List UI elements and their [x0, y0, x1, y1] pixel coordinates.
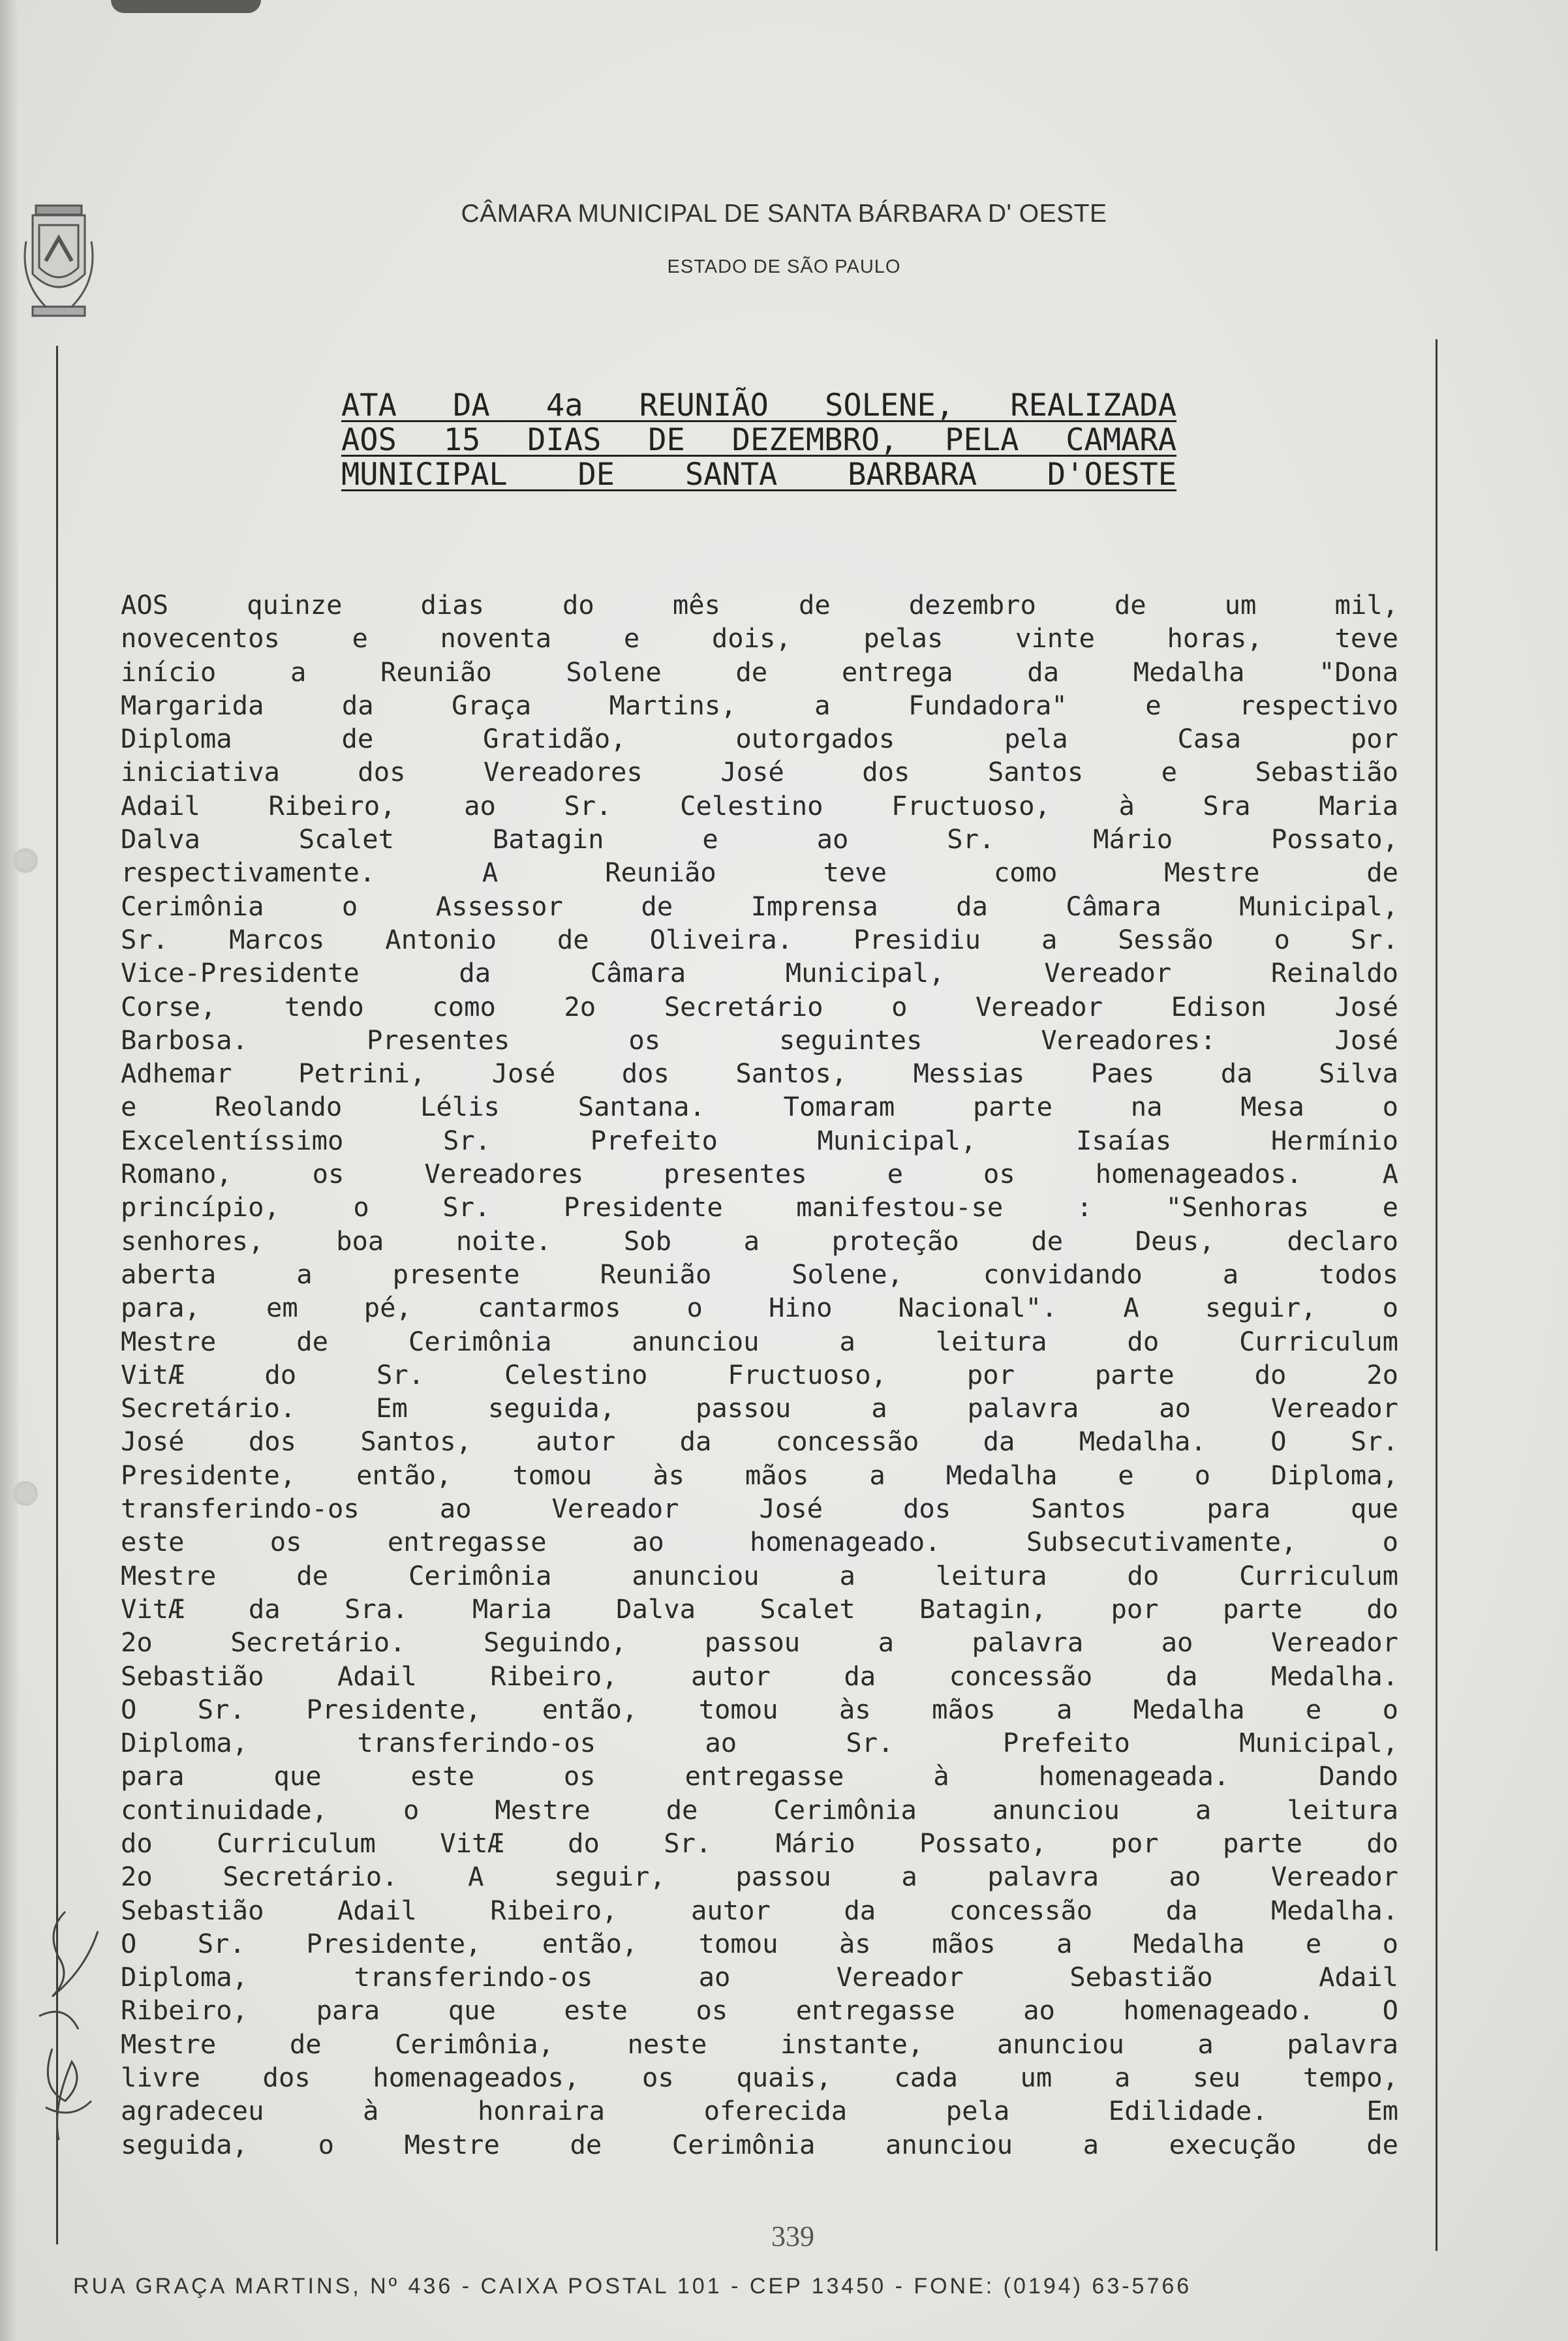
body-line: este os entregasse ao homenageado. Subsecutivamente, o — [121, 1526, 1398, 1558]
body-line: Romano, os Vereadores presentes e os homenageados. A — [121, 1158, 1398, 1190]
top-binding-mark — [111, 0, 261, 13]
body-line: princípio, o Sr. Presidente manifestou-se : "Senhoras e — [121, 1191, 1398, 1223]
body-line: respectivamente. A Reunião teve como Mestre de — [121, 857, 1398, 889]
minutes-body — [121, 589, 1398, 2162]
body-line: AOS quinze dias do mês de dezembro de um mil, — [121, 589, 1398, 620]
margin-signature — [26, 1892, 124, 2166]
body-line: seguida, o Mestre de Cerimônia anunciou a execução de — [121, 2128, 1398, 2160]
address-footer: RUA GRAÇA MARTINS, Nº 436 - CAIXA POSTAL 101 - CEP 13450 - FONE: (0194) 63-5766 — [73, 2274, 1192, 2299]
body-line: VitÆ do Sr. Celestino Fructuoso, por parte do 2o — [121, 1358, 1398, 1390]
body-line: Dalva Scalet Batagin e ao Sr. Mário Possato, — [121, 823, 1398, 855]
title-line: MUNICIPAL DE SANTA BARBARA D'OESTE — [341, 457, 1176, 493]
body-line: livre dos homenageados, os quais, cada um a seu tempo, — [121, 2062, 1398, 2094]
punch-hole — [13, 848, 38, 873]
body-line: Excelentíssimo Sr. Prefeito Municipal, Isaías Hermínio — [121, 1124, 1398, 1156]
body-line: Margarida da Graça Martins, a Fundadora" e respectivo — [121, 689, 1398, 721]
page-number: 339 — [771, 2220, 814, 2252]
body-line: VitÆ da Sra. Maria Dalva Scalet Batagin, por parte do — [121, 1593, 1398, 1625]
body-line: O Sr. Presidente, então, tomou às mãos a Medalha e o — [121, 1693, 1398, 1725]
body-line: O Sr. Presidente, então, tomou às mãos a Medalha e o — [121, 1927, 1398, 1959]
punch-hole — [13, 1481, 38, 1506]
body-line: transferindo-os ao Vereador José dos Santos para que — [121, 1493, 1398, 1525]
body-line: Vice-Presidente da Câmara Municipal, Vereador Reinaldo — [121, 957, 1398, 989]
body-line: Diploma de Gratidão, outorgados pela Casa por — [121, 723, 1398, 755]
body-line: Mestre de Cerimônia anunciou a leitura do Curriculum — [121, 1559, 1398, 1591]
body-line: iniciativa dos Vereadores José dos Santos e Sebastião — [121, 756, 1398, 788]
body-line: Presidente, então, tomou às mãos a Medalha e o Diploma, — [121, 1459, 1398, 1491]
state-header: ESTADO DE SÃO PAULO — [667, 256, 901, 277]
body-line: para que este os entregasse à homenageada. Dando — [121, 1760, 1398, 1792]
body-line: continuidade, o Mestre de Cerimônia anunciou a leitura — [121, 1794, 1398, 1826]
body-line: Mestre de Cerimônia anunciou a leitura do Curriculum — [121, 1325, 1398, 1357]
body-line: para, em pé, cantarmos o Hino Nacional". A seguir, o — [121, 1292, 1398, 1324]
body-line: início a Reunião Solene de entrega da Medalha "Dona — [121, 656, 1398, 688]
title-line: ATA DA 4a REUNIÃO SOLENE, REALIZADA — [341, 388, 1176, 423]
body-line: Cerimônia o Assessor de Imprensa da Câmara Municipal, — [121, 890, 1398, 922]
body-line: Mestre de Cerimônia, neste instante, anunciou a palavra — [121, 2028, 1398, 2060]
right-margin-rule — [1436, 339, 1437, 2251]
body-line: Adail Ribeiro, ao Sr. Celestino Fructuoso, à Sra Maria — [121, 789, 1398, 821]
body-line: do Curriculum VitÆ do Sr. Mário Possato, por parte do — [121, 1827, 1398, 1859]
body-line: Ribeiro, para que este os entregasse ao homenageado. O — [121, 1995, 1398, 2027]
body-line: Diploma, transferindo-os ao Sr. Prefeito Municipal, — [121, 1727, 1398, 1759]
body-line: Corse, tendo como 2o Secretário o Vereador Edison José — [121, 990, 1398, 1022]
body-line: senhores, boa noite. Sob a proteção de Deus, declaro — [121, 1225, 1398, 1257]
document-title — [341, 388, 1176, 492]
body-line: Diploma, transferindo-os ao Vereador Sebastião Adail — [121, 1961, 1398, 1993]
body-line: aberta a presente Reunião Solene, convidando a todos — [121, 1258, 1398, 1290]
body-line: Sr. Marcos Antonio de Oliveira. Presidiu a Sessão o Sr. — [121, 923, 1398, 955]
body-line: agradeceu à honraira oferecida pela Edilidade. Em — [121, 2095, 1398, 2127]
body-line: Adhemar Petrini, José dos Santos, Messias Paes da Silva — [121, 1058, 1398, 1090]
body-line: 2o Secretário. Seguindo, passou a palavra ao Vereador — [121, 1627, 1398, 1659]
body-line: José dos Santos, autor da concessão da Medalha. O Sr. — [121, 1426, 1398, 1458]
body-line: novecentos e noventa e dois, pelas vinte horas, teve — [121, 622, 1398, 654]
body-line: 2o Secretário. A seguir, passou a palavra ao Vereador — [121, 1861, 1398, 1893]
body-line: e Reolando Lélis Santana. Tomaram parte na Mesa o — [121, 1091, 1398, 1123]
title-line: AOS 15 DIAS DE DEZEMBRO, PELA CAMARA — [341, 422, 1176, 458]
body-line: Secretário. Em seguida, passou a palavra ao Vereador — [121, 1392, 1398, 1424]
body-line: Sebastião Adail Ribeiro, autor da concessão da Medalha. — [121, 1660, 1398, 1692]
institution-header: CÂMARA MUNICIPAL DE SANTA BÁRBARA D' OESTE — [461, 200, 1107, 228]
body-line: Barbosa. Presentes os seguintes Vereadores: José — [121, 1024, 1398, 1056]
page-edge-shadow — [0, 0, 18, 2341]
body-line: Sebastião Adail Ribeiro, autor da concessão da Medalha. — [121, 1894, 1398, 1926]
